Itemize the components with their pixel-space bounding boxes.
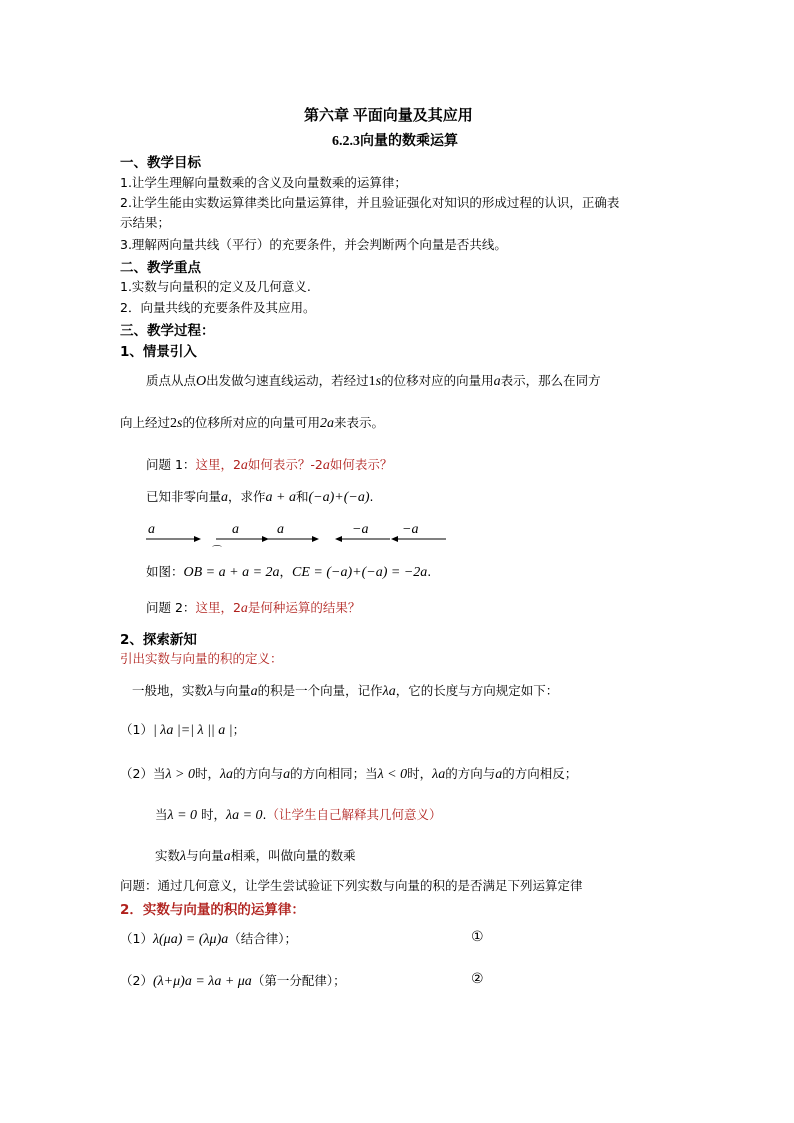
- definition-line: 一般地，实数λ与向量a的积是一个向量，记作λa，它的长度与方向规定如下：: [132, 683, 559, 699]
- section-process-heading: 三、教学过程：: [120, 323, 215, 339]
- rule-1: （1）| λa |=| λ || a |；: [120, 722, 246, 738]
- vector-neg-a-label-1: −a: [352, 522, 369, 537]
- law-1: （1）λ(μa) = (λμ)a（结合律）；: [120, 931, 297, 947]
- page-title: 第六章 平面向量及其应用: [304, 108, 473, 124]
- rule-2: （2）当λ > 0时，λa的方向与a的方向相同；当λ < 0时，λa的方向与a的方向相反；: [120, 766, 578, 782]
- vector-a-label: a: [148, 522, 155, 537]
- keypoint-2: 2．向量共线的充要条件及其应用。: [120, 300, 316, 315]
- intro-paragraph-line1: 质点从点O出发做匀速直线运动，若经过1s的位移对应的向量用a表示，那么在同方: [146, 373, 601, 389]
- explore-heading: 2、探索新知: [120, 632, 197, 648]
- intro-heading: 1、情景引入: [120, 344, 197, 360]
- scalar-multiplication-definition: 实数λ与向量a相乘，叫做向量的数乘: [155, 848, 356, 864]
- verification-question: 问题：通过几何意义，让学生尝试验证下列实数与向量的积的是否满足下列运算定律: [120, 878, 583, 893]
- laws-heading: 2．实数与向量的积的运算律：: [120, 902, 305, 918]
- intro-paragraph-line2: 向上经过2s的位移所对应的向量可用2a来表示。: [120, 415, 384, 431]
- vector-a-label-3: a: [277, 522, 284, 537]
- explore-lead: 引出实数与向量的积的定义：: [120, 651, 283, 666]
- vector-addition-figure: [140, 512, 460, 562]
- objective-3: 3.理解两向量共线（平行）的充要条件，并会判断两个向量是否共线。: [120, 237, 507, 252]
- known-vector-line: 已知非零向量a，求作a + a和(−a)+(−a).: [146, 489, 374, 505]
- objective-2-line1: 2.让学生能由实数运算律类比向量运算律，并且验证强化对知识的形成过程的认识，正确表: [120, 195, 620, 210]
- page-subtitle: 6.2.3向量的数乘运算: [332, 134, 458, 149]
- point-o-mark: ⌒: [212, 546, 222, 557]
- objective-2-line2: 示结果；: [120, 215, 171, 230]
- law-1-marker: ①: [471, 929, 484, 945]
- rule-3: 当λ = 0 时，λa = 0.（让学生自己解释其几何意义）: [155, 807, 442, 823]
- law-2-marker: ②: [471, 971, 484, 987]
- keypoint-1: 1.实数与向量积的定义及几何意义.: [120, 279, 311, 294]
- figure-description: 如图：OB = a + a = 2a，CE = (−a)+(−a) = −2a.: [146, 564, 432, 580]
- section-keypoints-heading: 二、教学重点: [120, 260, 201, 276]
- question-2: 问题 2：这里，2a是何种运算的结果？: [146, 600, 361, 616]
- vector-neg-a-label-2: −a: [402, 522, 419, 537]
- section-objectives-heading: 一、教学目标: [120, 155, 201, 171]
- vector-a-label-2: a: [232, 522, 239, 537]
- objective-1: 1.让学生理解向量数乘的含义及向量数乘的运算律；: [120, 175, 407, 190]
- question-1: 问题 1：这里，2a如何表示？-2a如何表示？: [146, 457, 393, 473]
- law-2: （2）(λ+μ)a = λa + μa（第一分配律）；: [120, 973, 346, 989]
